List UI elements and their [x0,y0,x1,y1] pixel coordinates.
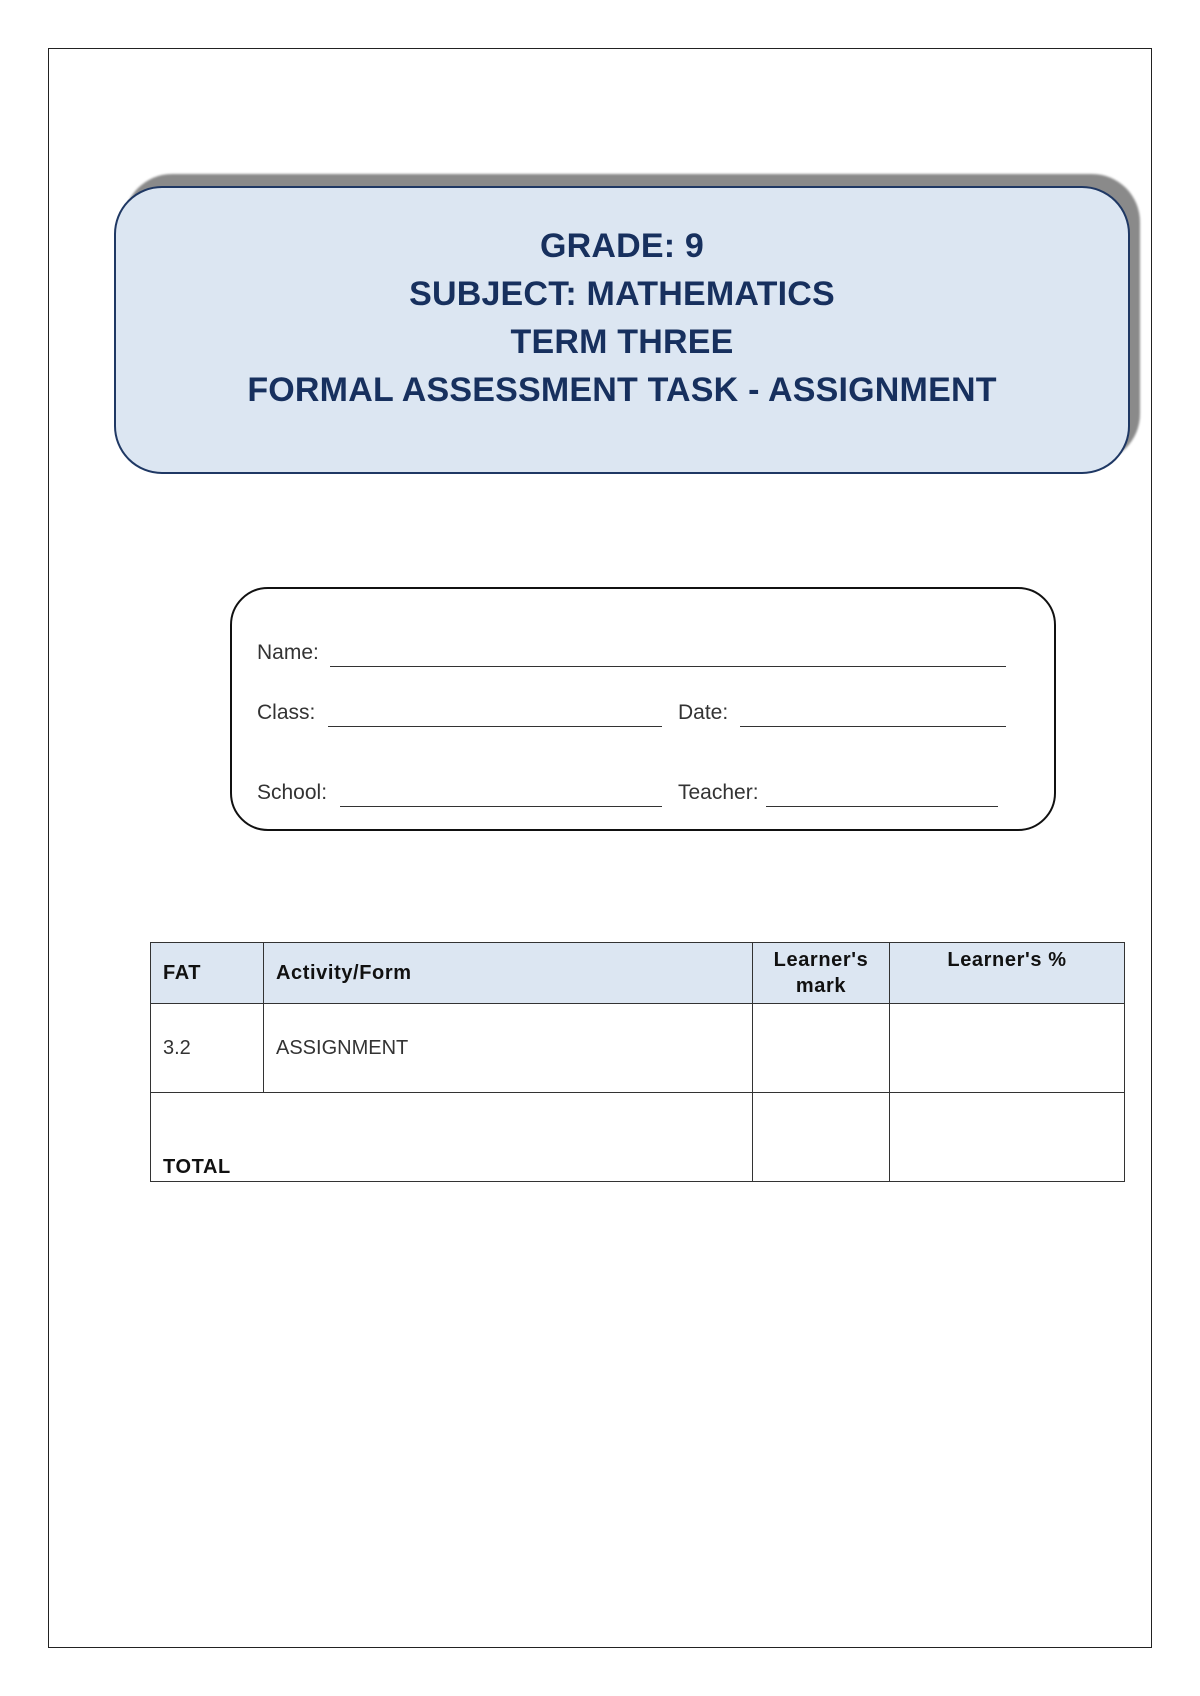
title-grade: GRADE: 9 [539,227,705,265]
header-fat: FAT [151,943,264,1004]
cell-percent[interactable] [890,1004,1125,1093]
name-label: Name: [257,641,319,664]
header-learner-percent: Learner's % [890,943,1125,1004]
table-header-row [151,943,1125,1004]
total-mark-cell[interactable] [753,1093,890,1182]
teacher-label: Teacher: [678,781,759,804]
title-task: FORMAL ASSESSMENT TASK - ASSIGNMENT [247,371,997,409]
class-label: Class: [257,701,316,724]
date-label: Date: [678,701,729,724]
header-learner-mark: Learner's mark [753,943,890,1004]
teacher-field[interactable] [766,806,998,807]
learner-info-box [230,587,1056,831]
marks-table [150,942,1125,1182]
school-label: School: [257,781,328,804]
total-row [151,1093,1125,1182]
cell-activity: ASSIGNMENT [264,1004,753,1093]
cell-mark[interactable] [753,1004,890,1093]
school-field[interactable] [340,806,662,807]
title-term: TERM THREE [510,323,734,361]
title-box [114,186,1130,474]
class-field[interactable] [328,726,662,727]
total-label: TOTAL [151,1093,753,1182]
date-field[interactable] [740,726,1006,727]
table-row [151,1004,1125,1093]
header-activity: Activity/Form [264,943,753,1004]
name-field[interactable] [330,666,1006,667]
title-subject: SUBJECT: MATHEMATICS [409,275,835,313]
total-percent-cell[interactable] [890,1093,1125,1182]
cell-fat: 3.2 [151,1004,264,1093]
